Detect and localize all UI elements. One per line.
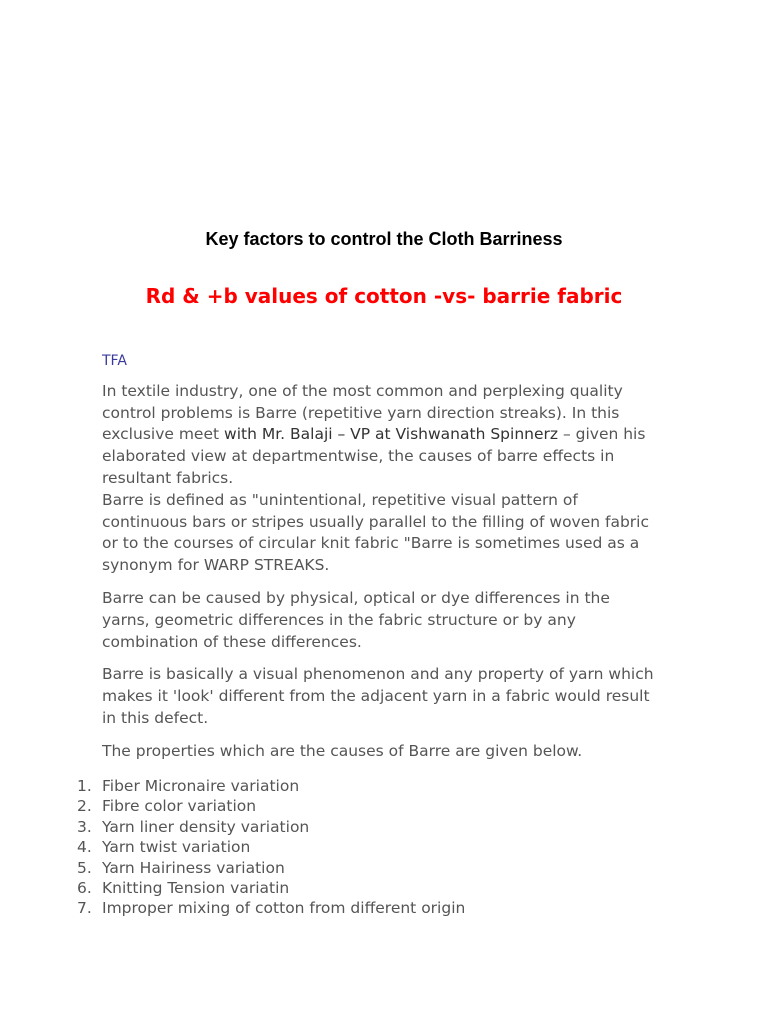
article-body [102,351,662,774]
paragraph-definition: Barre is defined as "unintentional, repetitive visual pattern of continuous bars or stripes usually parallel to the filling of woven fabric or to the courses of circular knit fabric "Barre is sometimes used as a synonym for WARP STREAKS. [102,490,650,575]
list-item-number: 5. [77,858,92,877]
page-subtitle: Rd & +b values of cotton -vs- barrie fabric [145,284,623,308]
list-item-text: Fiber Micronaire variation [102,777,300,795]
list-item [77,858,465,878]
intro-text-before: In textile industry, one of the most common and perplexing quality control problems is Barre (repetitive yarn direction streaks). In this exclusive meet [102,381,623,444]
list-item-number: 4. [77,838,92,857]
paragraph-causes-overview: Barre can be caused by physical, optical or dye differences in the yarns, geometric differences in the fabric structure or by any combination of these differences. [102,588,610,651]
paragraph-visual-phenomenon: Barre is basically a visual phenomenon and any property of yarn which makes it 'look' different from the adjacent yarn in a fabric would result in this defect. [102,665,654,727]
list-item [77,898,465,918]
interviewee-name: with Mr. Balaji – VP at Vishwanath Spinnerz [224,425,559,444]
list-item-text: Knitting Tension variatin [102,879,290,898]
list-item-number: 1. [77,777,92,795]
list-item [77,796,465,816]
paragraph-intro [102,381,662,490]
list-item-number: 6. [77,879,92,898]
list-item [77,776,465,796]
list-item-text: Fibre color variation [102,797,257,816]
list-item-text: Yarn liner density variation [102,817,310,836]
list-item [77,817,465,837]
list-item-number: 3. [77,817,92,836]
list-item-number: 2. [77,797,92,816]
list-item-text: Yarn twist variation [102,838,251,857]
page-title: Key factors to control the Cloth Barriness [205,229,563,249]
list-item [77,878,465,898]
list-item-text: Yarn Hairiness variation [102,858,285,877]
paragraph-list-intro: The properties which are the causes of Barre are given below. [102,741,583,760]
list-item [77,837,465,857]
list-item-text: Improper mixing of cotton from different origin [102,899,466,918]
list-item-number: 7. [77,899,92,918]
causes-list [77,776,465,919]
source-label: TFA [102,353,127,369]
intro-text-after: – given his elaborated view at departmentwise, the causes of barre effects in resultant fabrics. [102,425,646,487]
